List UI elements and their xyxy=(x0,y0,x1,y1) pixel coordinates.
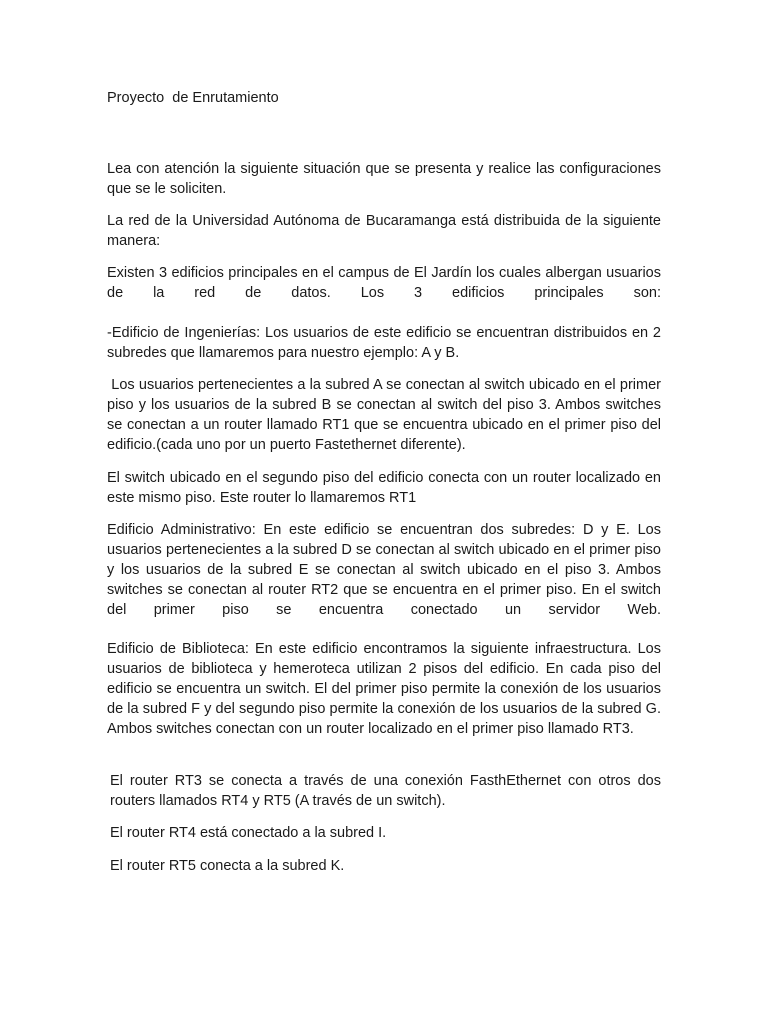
paragraph-buildings-intro: Existen 3 edificios principales en el campus de El Jardín los cuales albergan usuarios de la red de datos. Los 3 edificios principales son: xyxy=(107,265,661,301)
paragraph-engineering-subnets: Los usuarios pertenecientes a la subred A se conectan al switch ubicado en el primer piso y los usuarios de la subred B se conectan al switch del piso 3. Ambos switches se conectan a un router llamado RT1 que se encuentra ubicado en el primer piso del edificio.(cada uno por un puerto Fastethernet diferente). xyxy=(107,377,666,453)
paragraph-engineering-building: -Edificio de Ingenierías: Los usuarios de este edificio se encuentran distribuidos en 2 subredes que llamaremos para nuestro ejemplo: A y B. xyxy=(107,325,661,361)
paragraph-library-building: Edificio de Biblioteca: En este edificio encontramos la siguiente infraestructura. Los usuarios de biblioteca y hemeroteca utilizan 2 pisos del edificio. En cada piso del edificio se encuentra un switch. El del primer piso permite la conexión de los usuarios de la subred F y del segundo piso permite la conexión de los usuarios de la subred G. Ambos switches conectan con un router localizado en el primer piso llamado RT3. xyxy=(107,641,661,737)
paragraph-rt3-connection: El router RT3 se conecta a través de una conexión FasthEthernet con otros dos routers llamados RT4 y RT5 (A través de un switch). xyxy=(110,773,661,809)
paragraph-rt4-subnet: El router RT4 está conectado a la subred I. xyxy=(110,825,387,841)
paragraph-admin-building: Edificio Administrativo: En este edificio se encuentran dos subredes: D y E. Los usuarios pertenecientes a la subred D se conectan al switch ubicado en el primer piso y los usuarios de la subred E se conectan al switch ubicado en el piso 3. Ambos switches se conectan al router RT2 que se encuentra en el primer piso. En el switch del primer piso se encuentra conectado un servidor Web. xyxy=(107,522,661,618)
document-title: Proyecto de Enrutamiento xyxy=(107,90,279,106)
paragraph-instructions: Lea con atención la siguiente situación que se presenta y realice las configuraciones que se le soliciten. xyxy=(107,161,661,197)
paragraph-rt5-subnet: El router RT5 conecta a la subred K. xyxy=(110,858,345,874)
paragraph-network-intro: La red de la Universidad Autónoma de Bucaramanga está distribuida de la siguiente manera: xyxy=(107,213,661,249)
paragraph-second-floor-switch: El switch ubicado en el segundo piso del edificio conecta con un router localizado en este mismo piso. Este router lo llamaremos RT1 xyxy=(107,470,661,506)
